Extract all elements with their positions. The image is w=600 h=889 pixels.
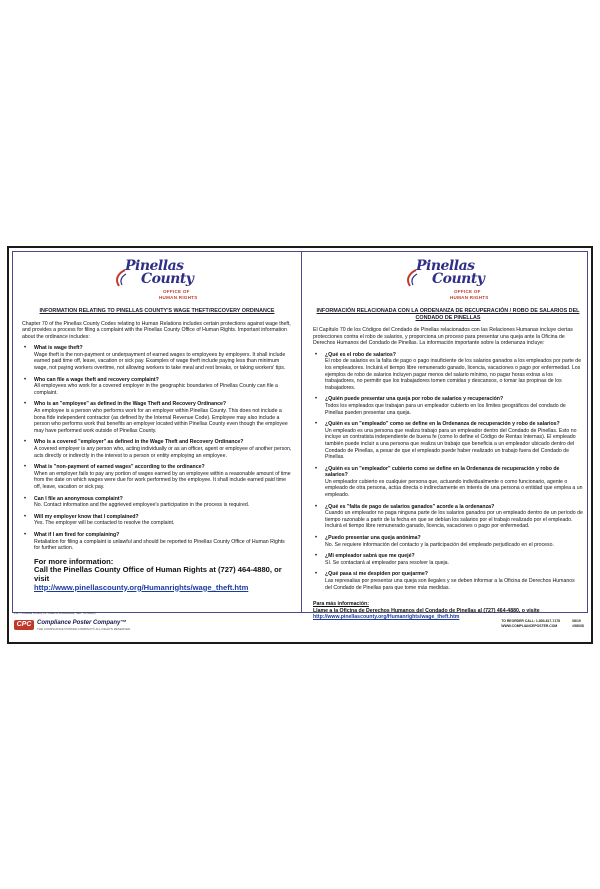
faq-item [22, 464, 292, 490]
bullet-icon: • [315, 553, 318, 560]
faq-item [313, 571, 583, 591]
bullet-icon: • [24, 345, 27, 352]
english-more-text: Call the Pinellas County Office of Human Rights at (727) 464-4880, or visit [34, 565, 282, 583]
logo-line-1: Pinellas [416, 258, 475, 274]
pinellas-county-logo [107, 258, 207, 304]
logo-line-4: HUMAN RIGHTS [450, 295, 489, 300]
bullet-icon: • [315, 571, 318, 578]
english-title: INFORMATION RELATING TO PINELLAS COUNTY'S WAGE THEFT/RECOVERY ORDINANCE [39, 308, 275, 314]
bullet-icon: • [24, 464, 27, 471]
faq-item [313, 352, 583, 392]
spanish-intro: El Capítulo 70 de los Códigos del Condado de Pinellas relacionados con las Relaciones Humanas incluye ciertas protecciones contra el robo de salarios, y proporciona un proceso para presentar una queja ante la Oficina de Derechos Humanos del Condado de Pinellas. La información importante sobre la ordenanza incluye: [313, 327, 573, 347]
spanish-title: INFORMACIÓN RELACIONADA CON LA ORDENANZA DE RECUPERACIÓN / ROBO DE SALARIOS DEL CONDADO DE PINELLAS [316, 308, 580, 321]
faq-item [313, 535, 583, 548]
faq-question: What is "non-payment of earned wages" according to the ordinance? [34, 464, 205, 471]
logo-line-2: County [141, 271, 194, 287]
bullet-icon: • [24, 376, 27, 383]
company-name: Compliance Poster Company™ [37, 620, 127, 626]
faq-item [22, 496, 292, 509]
spanish-website-link[interactable]: http://www.pinellascounty.org/Humanrights/wage_theft.htm [313, 614, 460, 621]
faq-answer: When an employer fails to pay any portion of wages earned by an employee within a reasonable amount of time from the date on which wages were due for work performed by the employee. It shall include earned paid time off, leave, vacation or sick pay. [34, 470, 291, 490]
faq-item [313, 466, 583, 499]
faq-question: ¿Qué pasa si me despiden por quejarme? [325, 571, 428, 578]
logo-line-1: Pinellas [125, 258, 184, 274]
faq-answer: Retaliation for filing a complaint is unlawful and should be reported to Pinellas County Office of Human Rights for further action. [34, 538, 285, 552]
company-website[interactable]: WWW.COMPLIANCEPOSTER.COM [501, 623, 558, 628]
faq-answer: Cuando un empleador no paga ninguna parte de los salarios ganados por un empleado dentro de un período de tiempo razonable a partir de la fecha en que se debían los salarios por el trabajo realizado por el empleado. Incluirá el tiempo libre remunerado ganado, licencia, vacaciones o pago por enfermedad. [325, 510, 583, 530]
faq-answer: Yes. The employer will be contacted to resolve the complaint. [34, 520, 175, 527]
bullet-icon: • [24, 439, 27, 446]
spanish-column [313, 258, 583, 621]
faq-question: Will my employer know that I complained? [34, 513, 139, 520]
faq-answer: Las represalias por presentar una queja son ilegales y se deben informar a la Oficina de Derechos Humanos del Condado de Pinellas para que tome más medidas. [325, 578, 575, 591]
poster-code [572, 619, 584, 628]
bullet-icon: • [315, 396, 318, 403]
faq-item [22, 439, 292, 459]
logo-line-3: OFFICE OF [163, 289, 190, 294]
cpc-logo-icon: CPC [14, 620, 34, 630]
bullet-icon: • [24, 495, 27, 502]
faq-answer: El robo de salarios es la falta de pago o pago insuficiente de los salarios ganados a los empleados por parte de los empleadores. Incluirá el tiempo libre remunerado ganado, licencia, vacaciones o pago por enfermedad. Los ejemplos de robo de salarios incluyen pagar menos del salario mínimo, no pagar horas extras a los trabajadores, no permitir que los trabajadores tomen comidas y descansos, o tomar las propinas de los trabajadores. [325, 358, 582, 391]
faq-item [313, 504, 583, 530]
faq-answer: All employees who work for a covered employer in the geographic boundaries of Pinellas County can file a complaint. [34, 383, 278, 396]
faq-answer: A covered employer is any person who, acting individually or as an officer, agent or employee of another person, acts directly or indirectly in the interest to a person or entity employing an employee. [34, 446, 292, 459]
faq-question: Who can file a wage theft and recovery complaint? [34, 376, 159, 383]
faq-item [313, 553, 583, 566]
bullet-icon: • [24, 401, 27, 408]
faq-question: ¿Quién es un "empleador" cubierto como se define en la Ordenanza de recuperación y robo de salarios? [325, 465, 560, 479]
bullet-icon: • [315, 465, 318, 472]
bullet-icon: • [315, 421, 318, 428]
faq-answer: An employee is a person who performs work for an employer within Pinellas County. This does not include a bona fide independent contractor (as defined by the Internal Revenue Code). Employee may also include a person who performs work that benefits an employer located within Pinellas County even though the employee may have performed work outside of Pinellas County. [34, 408, 288, 434]
column-divider [301, 251, 302, 613]
spanish-more-text: Llame a la Oficina de Derechos Humanos del Condado de Pinellas al (727) 464-4880, o visite [313, 607, 540, 614]
company-subtitle: THE COMPLIANCE POSTER COMPANY® ALL RIGHTS RESERVED [37, 627, 131, 631]
faq-question: ¿Qué es "falta de pago de salarios ganados" acorde a la ordenanza? [325, 503, 495, 510]
faq-answer: Un empleado es una persona que realiza trabajo para un empleador dentro del Condado de Pinellas. Esto no incluye un contratista independiente de buena fe (como lo define el Código de Rentas Internas). El empleado también puede incluir a una persona que realiza un trabajo que beneficia a un empleador ubicado dentro del Condado de Pinellas, a pesar de que el empleado puede haber realizado un trabajo fuera del Condado de Pinellas. [325, 427, 577, 461]
bullet-icon: • [24, 513, 27, 520]
faq-answer: No. Contact information and the aggrieved employee's participation in the process is required. [34, 502, 250, 509]
faq-question: ¿Quién es un "empleado" como se define en la Ordenanza de recuperación y robo de salarios? [325, 421, 560, 428]
faq-question: ¿Mi empleador sabrá que me quejé? [325, 553, 415, 560]
faq-item [22, 532, 292, 552]
pinellas-county-logo-es [398, 258, 498, 304]
footer-fineprint: FM – Pinellas County FL Code of Ordinances, Sec. 70-336(c) [14, 611, 96, 615]
faq-answer: Wage theft is the non-payment or underpayment of earned wages to employees by employers. It shall include earned paid time off, leave, vacation or sick pay. Examples of wage theft include paying less than minimum wage, not paying workers overtime, not allowing workers to take meal and rest breaks, or taking workers' tips. [34, 351, 286, 372]
faq-question: Who is a covered "employer" as defined in the Wage Theft and Recovery Ordinance? [34, 439, 244, 446]
logo-line-2: County [432, 271, 485, 287]
english-more-info [22, 558, 292, 592]
faq-item [313, 421, 583, 461]
reorder-info [501, 619, 560, 628]
faq-answer: No. Se requiere información del contacto y la participación del empleado perjudicado en el proceso. [325, 541, 554, 548]
english-more-heading: For more information: [34, 556, 114, 566]
bullet-icon: • [24, 531, 27, 538]
english-website-link[interactable]: http://www.pinellascounty.org/Humanrights/wage_theft.htm [34, 582, 249, 592]
faq-item [22, 345, 292, 371]
logo-line-3: OFFICE OF [454, 289, 481, 294]
faq-item [313, 396, 583, 416]
faq-question: What is wage theft? [34, 345, 83, 352]
faq-item [22, 401, 292, 434]
poster-footer [12, 611, 588, 640]
faq-answer: Un empleador cubierto es cualquier persona que, actuando individualmente o como funcionario, agente o empleado de otra persona, actúa directa o indirectamente en interés de una persona o entidad que emplea a un empleado. [325, 478, 583, 499]
faq-question: ¿Quién puede presentar una queja por robo de salarios y recuperación? [325, 396, 504, 403]
bullet-icon: • [315, 503, 318, 510]
faq-question: ¿Puedo presentar una queja anónima? [325, 535, 421, 542]
logo-line-4: HUMAN RIGHTS [159, 295, 198, 300]
faq-item [22, 514, 292, 527]
faq-item [22, 377, 292, 397]
spanish-more-heading: Para más información: [313, 601, 369, 608]
faq-answer: Todos los empleados que trabajan para un empleador cubierto en los límites geográficos del condado de Pinellas pueden presentar una queja. [325, 402, 566, 416]
poster-sku: #5803S [572, 623, 584, 628]
faq-question: ¿Qué es el robo de salarios? [325, 351, 396, 358]
poster [7, 246, 593, 644]
faq-question: What if I am fired for complaining? [34, 531, 120, 538]
bullet-icon: • [315, 351, 318, 358]
english-intro: Chapter 70 of the Pinellas County Codes relating to Human Relations includes certain protections against wage theft, and provides a process for filing a complaint with the Pinellas County Office of Human Rights. Important information about the ordinance includes: [22, 320, 291, 340]
english-column [22, 258, 292, 592]
faq-question: Can I file an anonymous complaint? [34, 495, 123, 502]
bullet-icon: • [315, 535, 318, 542]
reorder-label: TO REORDER CALL: 1-800-817-7178 [501, 619, 560, 623]
faq-question: Who is an "employee" as defined in the Wage Theft and Recovery Ordinance? [34, 401, 227, 408]
faq-answer: Sí. Se contactará al empleador para resolver la queja. [325, 559, 449, 566]
poster-date-code: 08/19 [572, 619, 581, 623]
